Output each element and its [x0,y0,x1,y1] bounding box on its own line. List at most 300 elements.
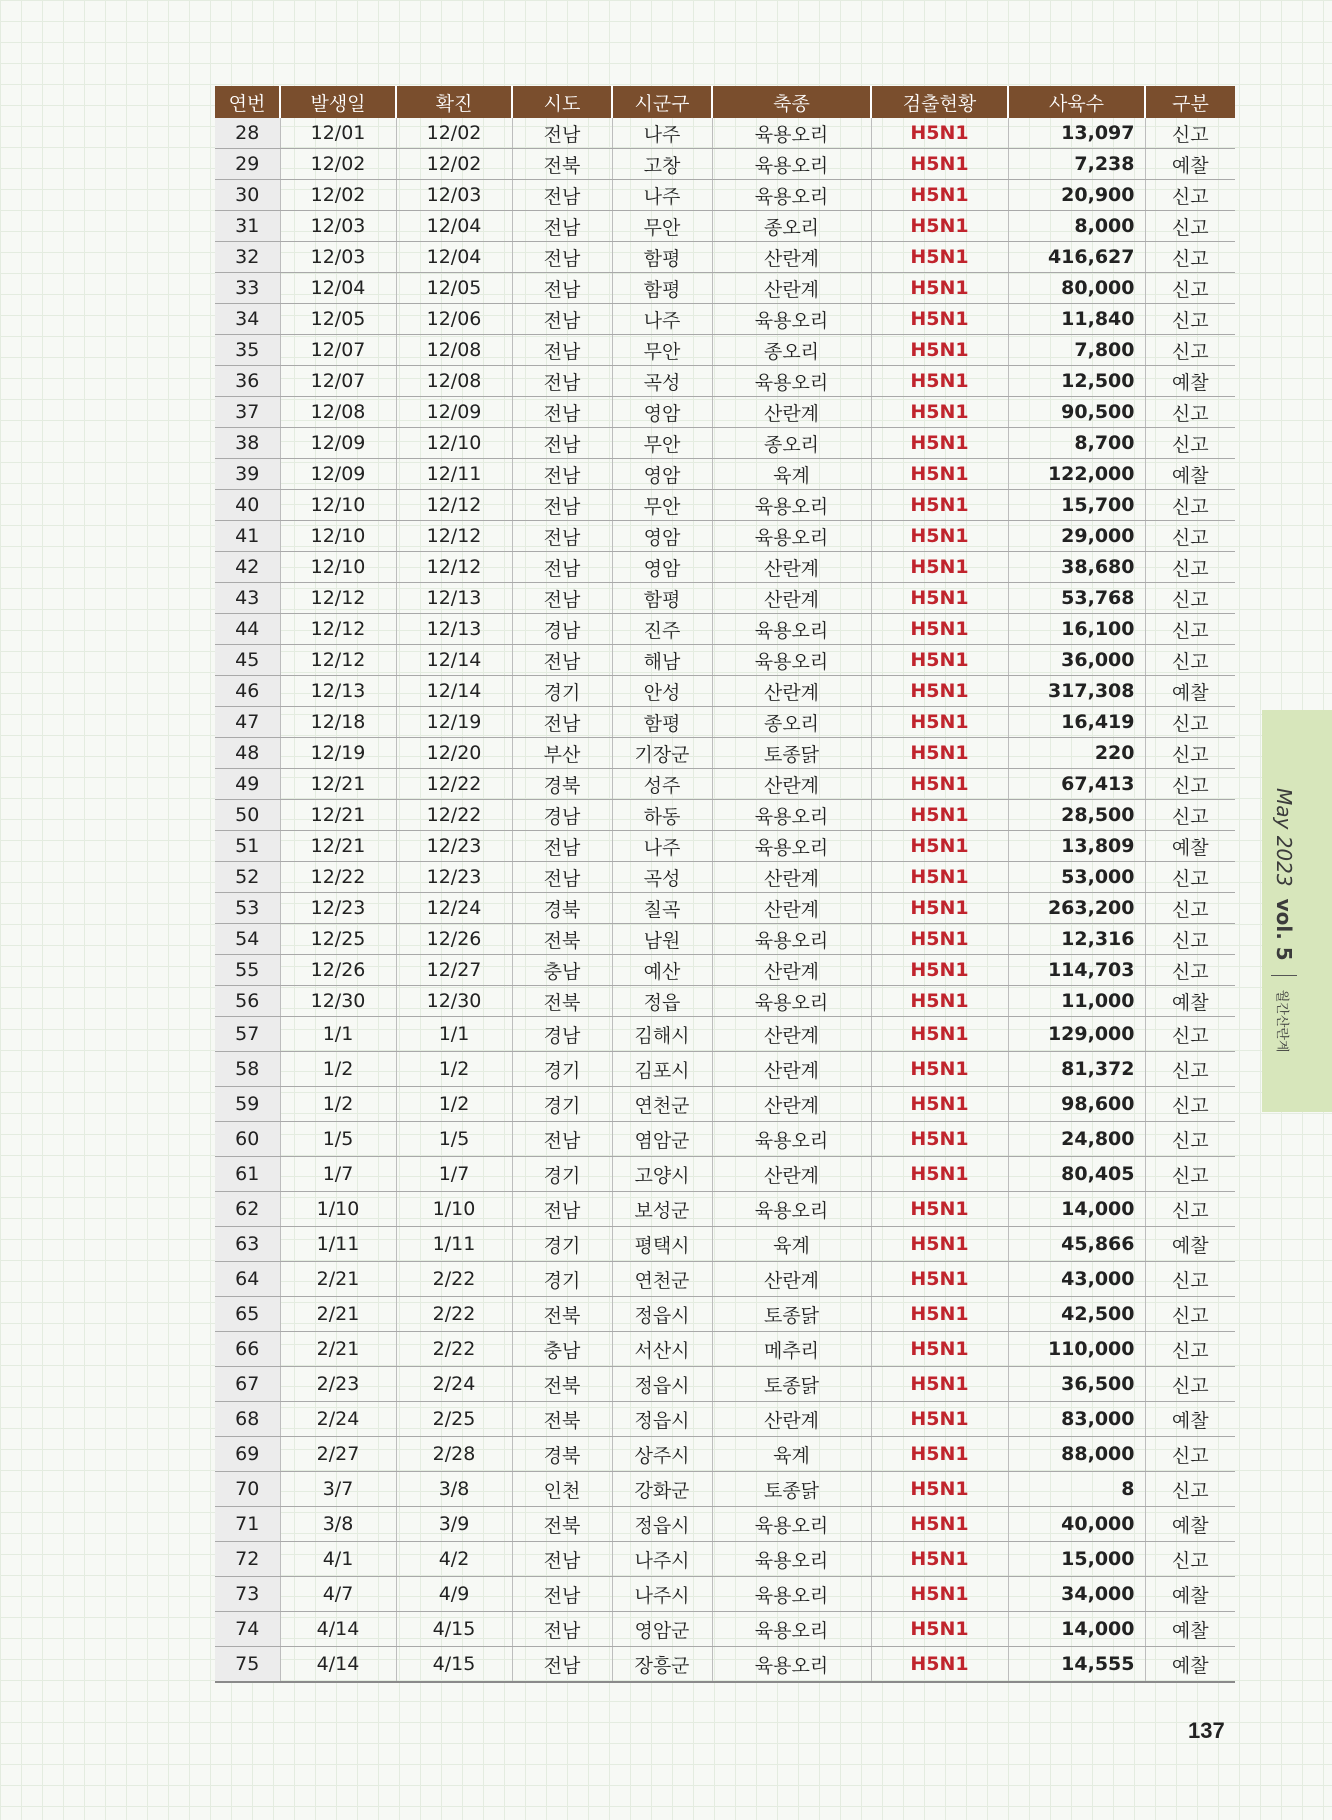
cell-detection: H5N1 [871,1577,1008,1612]
cell-district: 영암군 [612,1612,712,1647]
cell-district: 염암군 [612,1122,712,1157]
cell-district: 무안 [612,335,712,366]
cell-province: 경북 [512,1437,612,1472]
cell-count: 67,413 [1008,769,1145,800]
cell-count: 13,809 [1008,831,1145,862]
cell-count: 12,500 [1008,366,1145,397]
table-row [215,1542,1235,1577]
cell-count: 263,200 [1008,893,1145,924]
cell-detection: H5N1 [871,986,1008,1017]
table-row [215,1507,1235,1542]
cell-detection: H5N1 [871,1507,1008,1542]
cell-confirm-date: 1/10 [396,1192,512,1227]
cell-report-type: 예찰 [1145,1227,1235,1262]
table-row [215,893,1235,924]
cell-count: 80,000 [1008,273,1145,304]
table-header-row [215,86,1235,118]
cell-district: 하동 [612,800,712,831]
cell-district: 정읍시 [612,1367,712,1402]
cell-report-type: 신고 [1145,769,1235,800]
cell-report-type: 신고 [1145,211,1235,242]
cell-confirm-date: 12/02 [396,118,512,149]
cell-confirm-date: 1/2 [396,1052,512,1087]
cell-onset-date: 12/21 [280,831,396,862]
cell-province: 전남 [512,180,612,211]
cell-district: 남원 [612,924,712,955]
cell-district: 상주시 [612,1437,712,1472]
cell-no: 64 [215,1262,280,1297]
cell-confirm-date: 12/13 [396,614,512,645]
cell-province: 전남 [512,366,612,397]
cell-detection: H5N1 [871,893,1008,924]
cell-count: 122,000 [1008,459,1145,490]
table-row [215,118,1235,149]
cell-province: 경북 [512,893,612,924]
cell-count: 80,405 [1008,1157,1145,1192]
table-row [215,800,1235,831]
cell-no: 34 [215,304,280,335]
cell-district: 보성군 [612,1192,712,1227]
cell-species: 육용오리 [712,118,871,149]
cell-species: 산란계 [712,1402,871,1437]
cell-onset-date: 1/2 [280,1087,396,1122]
cell-confirm-date: 12/23 [396,831,512,862]
cell-no: 66 [215,1332,280,1367]
cell-species: 산란계 [712,1087,871,1122]
cell-no: 58 [215,1052,280,1087]
cell-province: 전남 [512,583,612,614]
cell-district: 연천군 [612,1262,712,1297]
cell-report-type: 예찰 [1145,1647,1235,1683]
cell-onset-date: 4/7 [280,1577,396,1612]
cell-no: 28 [215,118,280,149]
cell-report-type: 신고 [1145,552,1235,583]
cell-confirm-date: 1/7 [396,1157,512,1192]
table-row [215,1052,1235,1087]
cell-report-type: 신고 [1145,1087,1235,1122]
cell-province: 전남 [512,459,612,490]
cell-detection: H5N1 [871,118,1008,149]
table-row [215,1367,1235,1402]
cell-species: 토종닭 [712,1297,871,1332]
table-row [215,1647,1235,1683]
cell-onset-date: 3/8 [280,1507,396,1542]
cell-species: 육계 [712,1227,871,1262]
cell-report-type: 신고 [1145,583,1235,614]
cell-district: 고양시 [612,1157,712,1192]
cell-count: 12,316 [1008,924,1145,955]
cell-onset-date: 12/21 [280,800,396,831]
cell-onset-date: 12/05 [280,304,396,335]
cell-confirm-date: 4/15 [396,1647,512,1683]
table-row [215,986,1235,1017]
cell-species: 산란계 [712,862,871,893]
table-row [215,583,1235,614]
cell-report-type: 예찰 [1145,366,1235,397]
cell-province: 경남 [512,1017,612,1052]
cell-district: 칠곡 [612,893,712,924]
table-row [215,490,1235,521]
cell-confirm-date: 4/2 [396,1542,512,1577]
cell-species: 육용오리 [712,645,871,676]
cell-no: 41 [215,521,280,552]
cell-detection: H5N1 [871,707,1008,738]
table-row [215,1402,1235,1437]
cell-onset-date: 12/19 [280,738,396,769]
cell-count: 15,700 [1008,490,1145,521]
cell-species: 육용오리 [712,366,871,397]
table-row [215,1017,1235,1052]
cell-detection: H5N1 [871,800,1008,831]
cell-confirm-date: 12/12 [396,552,512,583]
cell-detection: H5N1 [871,1227,1008,1262]
cell-province: 경기 [512,1087,612,1122]
cell-report-type: 신고 [1145,397,1235,428]
col-header-district: 시군구 [612,86,712,118]
table-row [215,1332,1235,1367]
cell-species: 산란계 [712,242,871,273]
col-header-no: 연번 [215,86,280,118]
cell-report-type: 예찰 [1145,1612,1235,1647]
cell-province: 전북 [512,1507,612,1542]
cell-count: 11,840 [1008,304,1145,335]
cell-report-type: 신고 [1145,1017,1235,1052]
cell-report-type: 신고 [1145,1297,1235,1332]
cell-count: 14,000 [1008,1192,1145,1227]
cell-no: 57 [215,1017,280,1052]
table-body [215,118,1235,1682]
cell-onset-date: 12/10 [280,490,396,521]
cell-onset-date: 12/10 [280,521,396,552]
cell-confirm-date: 12/24 [396,893,512,924]
cell-species: 산란계 [712,397,871,428]
cell-confirm-date: 12/04 [396,211,512,242]
cell-district: 장흥군 [612,1647,712,1683]
cell-no: 44 [215,614,280,645]
cell-detection: H5N1 [871,769,1008,800]
cell-count: 36,500 [1008,1367,1145,1402]
cell-onset-date: 1/10 [280,1192,396,1227]
cell-province: 전남 [512,831,612,862]
cell-count: 42,500 [1008,1297,1145,1332]
cell-confirm-date: 12/14 [396,676,512,707]
table-row [215,1157,1235,1192]
table-row [215,645,1235,676]
cell-detection: H5N1 [871,273,1008,304]
cell-detection: H5N1 [871,211,1008,242]
cell-count: 8,700 [1008,428,1145,459]
table-row [215,769,1235,800]
cell-count: 13,097 [1008,118,1145,149]
cell-no: 65 [215,1297,280,1332]
cell-report-type: 신고 [1145,1542,1235,1577]
cell-species: 육용오리 [712,1192,871,1227]
cell-district: 김포시 [612,1052,712,1087]
cell-report-type: 신고 [1145,1332,1235,1367]
page-number: 137 [1188,1718,1225,1743]
cell-detection: H5N1 [871,1612,1008,1647]
cell-no: 62 [215,1192,280,1227]
cell-district: 무안 [612,428,712,459]
cell-report-type: 신고 [1145,242,1235,273]
cell-no: 48 [215,738,280,769]
cell-confirm-date: 2/22 [396,1262,512,1297]
cell-count: 15,000 [1008,1542,1145,1577]
cell-report-type: 예찰 [1145,1402,1235,1437]
cell-district: 곡성 [612,862,712,893]
cell-count: 53,000 [1008,862,1145,893]
cell-confirm-date: 12/13 [396,583,512,614]
cell-detection: H5N1 [871,335,1008,366]
cell-count: 114,703 [1008,955,1145,986]
cell-species: 육계 [712,459,871,490]
cell-count: 98,600 [1008,1087,1145,1122]
table-row [215,1612,1235,1647]
cell-count: 220 [1008,738,1145,769]
cell-report-type: 신고 [1145,180,1235,211]
cell-province: 부산 [512,738,612,769]
cell-report-type: 신고 [1145,1157,1235,1192]
cell-province: 경기 [512,676,612,707]
cell-species: 산란계 [712,1052,871,1087]
cell-species: 육용오리 [712,1122,871,1157]
table-row [215,831,1235,862]
cell-species: 산란계 [712,1017,871,1052]
cell-province: 경기 [512,1227,612,1262]
cell-no: 50 [215,800,280,831]
cell-district: 성주 [612,769,712,800]
cell-species: 산란계 [712,273,871,304]
cell-no: 63 [215,1227,280,1262]
cell-province: 경남 [512,800,612,831]
cell-no: 30 [215,180,280,211]
cell-confirm-date: 12/08 [396,366,512,397]
cell-onset-date: 12/21 [280,769,396,800]
cell-district: 곡성 [612,366,712,397]
cell-species: 종오리 [712,335,871,366]
cell-species: 종오리 [712,428,871,459]
cell-province: 경기 [512,1052,612,1087]
cell-province: 전남 [512,304,612,335]
cell-province: 전북 [512,1402,612,1437]
cell-district: 연천군 [612,1087,712,1122]
cell-onset-date: 3/7 [280,1472,396,1507]
cell-confirm-date: 12/10 [396,428,512,459]
table-row [215,149,1235,180]
cell-confirm-date: 12/23 [396,862,512,893]
table-row [215,180,1235,211]
cell-species: 육용오리 [712,1612,871,1647]
cell-onset-date: 12/18 [280,707,396,738]
cell-count: 14,000 [1008,1612,1145,1647]
cell-count: 16,100 [1008,614,1145,645]
cell-report-type: 신고 [1145,955,1235,986]
cell-species: 육용오리 [712,521,871,552]
table-row [215,862,1235,893]
cell-no: 35 [215,335,280,366]
cell-province: 전남 [512,335,612,366]
cell-detection: H5N1 [871,428,1008,459]
col-header-detection: 검출현황 [871,86,1008,118]
cell-district: 나주 [612,831,712,862]
table-row [215,335,1235,366]
cell-report-type: 예찰 [1145,459,1235,490]
cell-detection: H5N1 [871,552,1008,583]
cell-province: 전북 [512,1367,612,1402]
col-header-province: 시도 [512,86,612,118]
cell-province: 전남 [512,273,612,304]
side-tab-text [1271,788,1297,1053]
table-row [215,707,1235,738]
cell-report-type: 신고 [1145,304,1235,335]
cell-species: 육용오리 [712,924,871,955]
cell-district: 정읍시 [612,1402,712,1437]
cell-no: 54 [215,924,280,955]
cell-report-type: 예찰 [1145,1577,1235,1612]
outbreak-table [215,86,1235,1683]
col-header-confirm: 확진 [396,86,512,118]
cell-district: 서산시 [612,1332,712,1367]
cell-detection: H5N1 [871,1122,1008,1157]
cell-count: 14,555 [1008,1647,1145,1683]
cell-count: 8,000 [1008,211,1145,242]
cell-species: 육용오리 [712,614,871,645]
cell-count: 36,000 [1008,645,1145,676]
cell-onset-date: 12/25 [280,924,396,955]
col-header-onset: 발생일 [280,86,396,118]
cell-onset-date: 12/10 [280,552,396,583]
cell-district: 기장군 [612,738,712,769]
cell-no: 55 [215,955,280,986]
cell-report-type: 신고 [1145,1262,1235,1297]
cell-onset-date: 1/5 [280,1122,396,1157]
cell-confirm-date: 12/22 [396,800,512,831]
cell-detection: H5N1 [871,583,1008,614]
cell-onset-date: 4/14 [280,1647,396,1683]
cell-count: 90,500 [1008,397,1145,428]
cell-no: 70 [215,1472,280,1507]
cell-species: 산란계 [712,1262,871,1297]
cell-no: 72 [215,1542,280,1577]
cell-detection: H5N1 [871,1017,1008,1052]
cell-no: 74 [215,1612,280,1647]
cell-confirm-date: 2/28 [396,1437,512,1472]
cell-species: 육용오리 [712,1647,871,1683]
cell-onset-date: 12/12 [280,583,396,614]
cell-detection: H5N1 [871,1542,1008,1577]
cell-no: 56 [215,986,280,1017]
cell-onset-date: 12/12 [280,645,396,676]
cell-onset-date: 12/30 [280,986,396,1017]
cell-species: 토종닭 [712,1472,871,1507]
cell-count: 24,800 [1008,1122,1145,1157]
table-row [215,428,1235,459]
cell-province: 인천 [512,1472,612,1507]
cell-province: 전남 [512,1647,612,1683]
cell-count: 8 [1008,1472,1145,1507]
cell-report-type: 신고 [1145,614,1235,645]
cell-count: 29,000 [1008,521,1145,552]
cell-detection: H5N1 [871,397,1008,428]
cell-confirm-date: 12/02 [396,149,512,180]
cell-onset-date: 12/23 [280,893,396,924]
cell-onset-date: 12/02 [280,149,396,180]
cell-no: 71 [215,1507,280,1542]
cell-species: 산란계 [712,893,871,924]
cell-detection: H5N1 [871,242,1008,273]
cell-district: 정읍시 [612,1507,712,1542]
cell-confirm-date: 2/22 [396,1332,512,1367]
cell-confirm-date: 12/04 [396,242,512,273]
cell-report-type: 신고 [1145,738,1235,769]
cell-species: 종오리 [712,707,871,738]
cell-district: 김해시 [612,1017,712,1052]
cell-district: 고창 [612,149,712,180]
cell-confirm-date: 2/25 [396,1402,512,1437]
cell-district: 영암 [612,397,712,428]
cell-species: 육용오리 [712,304,871,335]
cell-district: 나주 [612,118,712,149]
cell-count: 81,372 [1008,1052,1145,1087]
cell-no: 37 [215,397,280,428]
issue-month: May 2023 [1272,788,1296,887]
cell-onset-date: 1/2 [280,1052,396,1087]
cell-no: 75 [215,1647,280,1683]
cell-province: 전남 [512,862,612,893]
table-row [215,304,1235,335]
cell-detection: H5N1 [871,366,1008,397]
table-row [215,955,1235,986]
side-tab [1262,710,1332,1112]
cell-onset-date: 2/24 [280,1402,396,1437]
cell-no: 45 [215,645,280,676]
cell-no: 61 [215,1157,280,1192]
cell-count: 28,500 [1008,800,1145,831]
cell-report-type: 신고 [1145,893,1235,924]
cell-species: 육용오리 [712,800,871,831]
cell-report-type: 신고 [1145,118,1235,149]
cell-onset-date: 12/03 [280,242,396,273]
table-row [215,1122,1235,1157]
cell-species: 토종닭 [712,1367,871,1402]
cell-no: 73 [215,1577,280,1612]
cell-report-type: 신고 [1145,335,1235,366]
cell-species: 산란계 [712,676,871,707]
cell-detection: H5N1 [871,955,1008,986]
cell-confirm-date: 12/11 [396,459,512,490]
cell-district: 해남 [612,645,712,676]
cell-onset-date: 1/11 [280,1227,396,1262]
side-tab-divider [1271,975,1297,976]
cell-report-type: 신고 [1145,521,1235,552]
cell-count: 34,000 [1008,1577,1145,1612]
table-row [215,1262,1235,1297]
cell-no: 36 [215,366,280,397]
table-row [215,924,1235,955]
cell-report-type: 신고 [1145,707,1235,738]
cell-report-type: 신고 [1145,428,1235,459]
cell-count: 43,000 [1008,1262,1145,1297]
cell-district: 평택시 [612,1227,712,1262]
cell-report-type: 예찰 [1145,1507,1235,1542]
cell-count: 416,627 [1008,242,1145,273]
table-row [215,242,1235,273]
cell-onset-date: 2/21 [280,1332,396,1367]
cell-detection: H5N1 [871,1157,1008,1192]
cell-confirm-date: 12/08 [396,335,512,366]
cell-count: 11,000 [1008,986,1145,1017]
cell-onset-date: 12/03 [280,211,396,242]
